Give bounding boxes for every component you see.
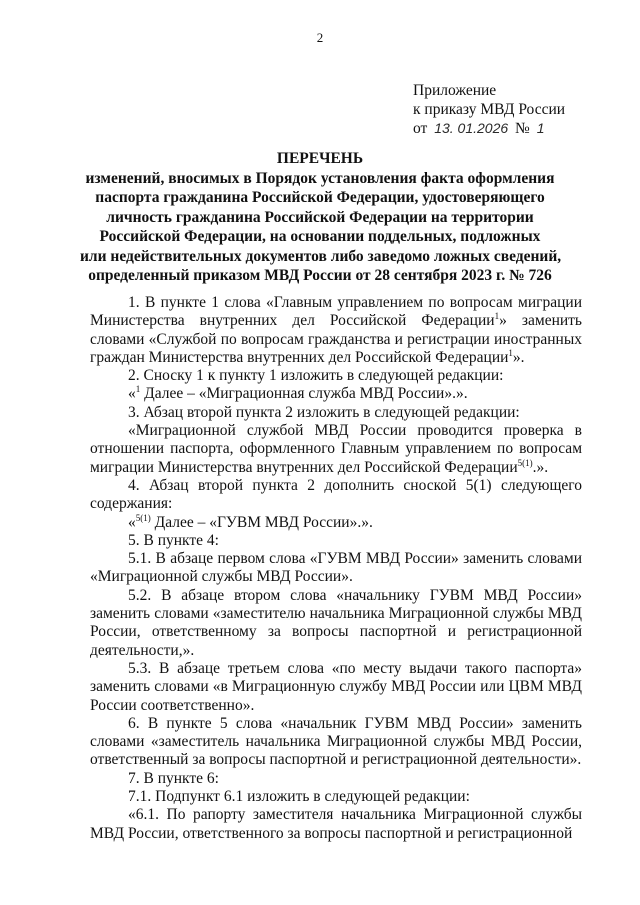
paragraph-7-1: 7.1. Подпункт 6.1 изложить в следующей редакции: [128, 788, 470, 806]
paragraph-7: 7. В пункте 6: [128, 769, 219, 787]
page-number: 2 [316, 30, 324, 45]
appendix-date-line [413, 119, 565, 138]
paragraph-3: 3. Абзац второй пункта 2 изложить в следующей редакции: [128, 403, 520, 421]
paragraph-5-3: 5.3. В абзаце третьем слова «по месту выдачи такого паспорта» заменить словами «в Миграционную службу МВД России или ЦВМ МВД России соответственно». [90, 659, 582, 714]
title-line: или недействительных документов либо заведомо ложных сведений, [80, 247, 562, 265]
paragraph-4-quote: «$^{5(1)}$ Далее – «ГУВМ МВД России».». [128, 512, 373, 531]
appendix-block [413, 81, 565, 138]
title-line: паспорта гражданина Российской Федерации, удостоверяющего [95, 189, 545, 206]
paragraph-7-1-quote: «6.1. По рапорту заместителя начальника Миграционной службы МВД России, ответственного за вопросы паспортной и регистрационной [90, 806, 582, 842]
title-line: определенный приказом МВД России от 28 сентября 2023 г. № 726 [88, 267, 552, 284]
paragraph-5-2: 5.2. В абзаце втором слова «начальнику ГУВМ МВД России» заменить словами «заместителю начальника Миграционной службы МВД России, ответственному за вопросы паспортной и регистрационной деятельности,». [90, 586, 582, 659]
title-line: личность гражданина Российской Федерации на территории [106, 208, 534, 226]
paragraph-5-1: 5.1. В абзаце первом слова «ГУВМ МВД России» заменить словами «Миграционной службы МВД России». [90, 550, 582, 586]
title-line: изменений, вносимых в Порядок установления факта оформления [85, 169, 555, 187]
paragraph-1: 1. В пункте 1 слова «Главным управлением по вопросам миграции Министерства внутренних дел Российской Федерации$^1$» заменить словами «Службой по вопросам гражданства и регистрации иностранных граждан Министерства внутренних дел Российской Федерации$^1$». [90, 294, 583, 366]
order-number: 1 [536, 120, 545, 136]
appendix-label: Приложение [413, 82, 497, 99]
appendix-order-ref: к приказу МВД России [413, 101, 566, 118]
paragraph-2-quote: «$^1$ Далее – «Миграционная служба МВД России».». [128, 384, 468, 403]
paragraph-4: 4. Абзац второй пункта 2 дополнить сноской 5(1) следующего содержания: [90, 476, 582, 513]
document-title [80, 149, 560, 286]
paragraph-5: 5. В пункте 4: [128, 531, 219, 549]
number-sign: № [515, 120, 530, 137]
paragraph-6: 6. В пункте 5 слова «начальник ГУВМ МВД России» заменить словами «заместитель начальника Миграционной службы МВД России, ответственный за вопросы паспортной и регистрационной деятельности». [90, 714, 582, 769]
date-prefix: от [413, 120, 428, 137]
paragraph-2: 2. Сноску 1 к пункту 1 изложить в следующей редакции: [128, 367, 504, 385]
title-line: Российской Федерации, на основании поддельных, подложных [99, 228, 541, 245]
paragraph-3-quote: «Миграционной службой МВД России проводится проверка в отношении паспорта, оформленного Главным управлением по вопросам миграции Министерства внутренних дел Российской Федерации$^{5(1)}$.». [90, 422, 582, 476]
document-body [90, 294, 582, 843]
date-value: 13. 01.2026 [434, 120, 509, 136]
title-heading: ПЕРЕЧЕНЬ [276, 150, 364, 167]
